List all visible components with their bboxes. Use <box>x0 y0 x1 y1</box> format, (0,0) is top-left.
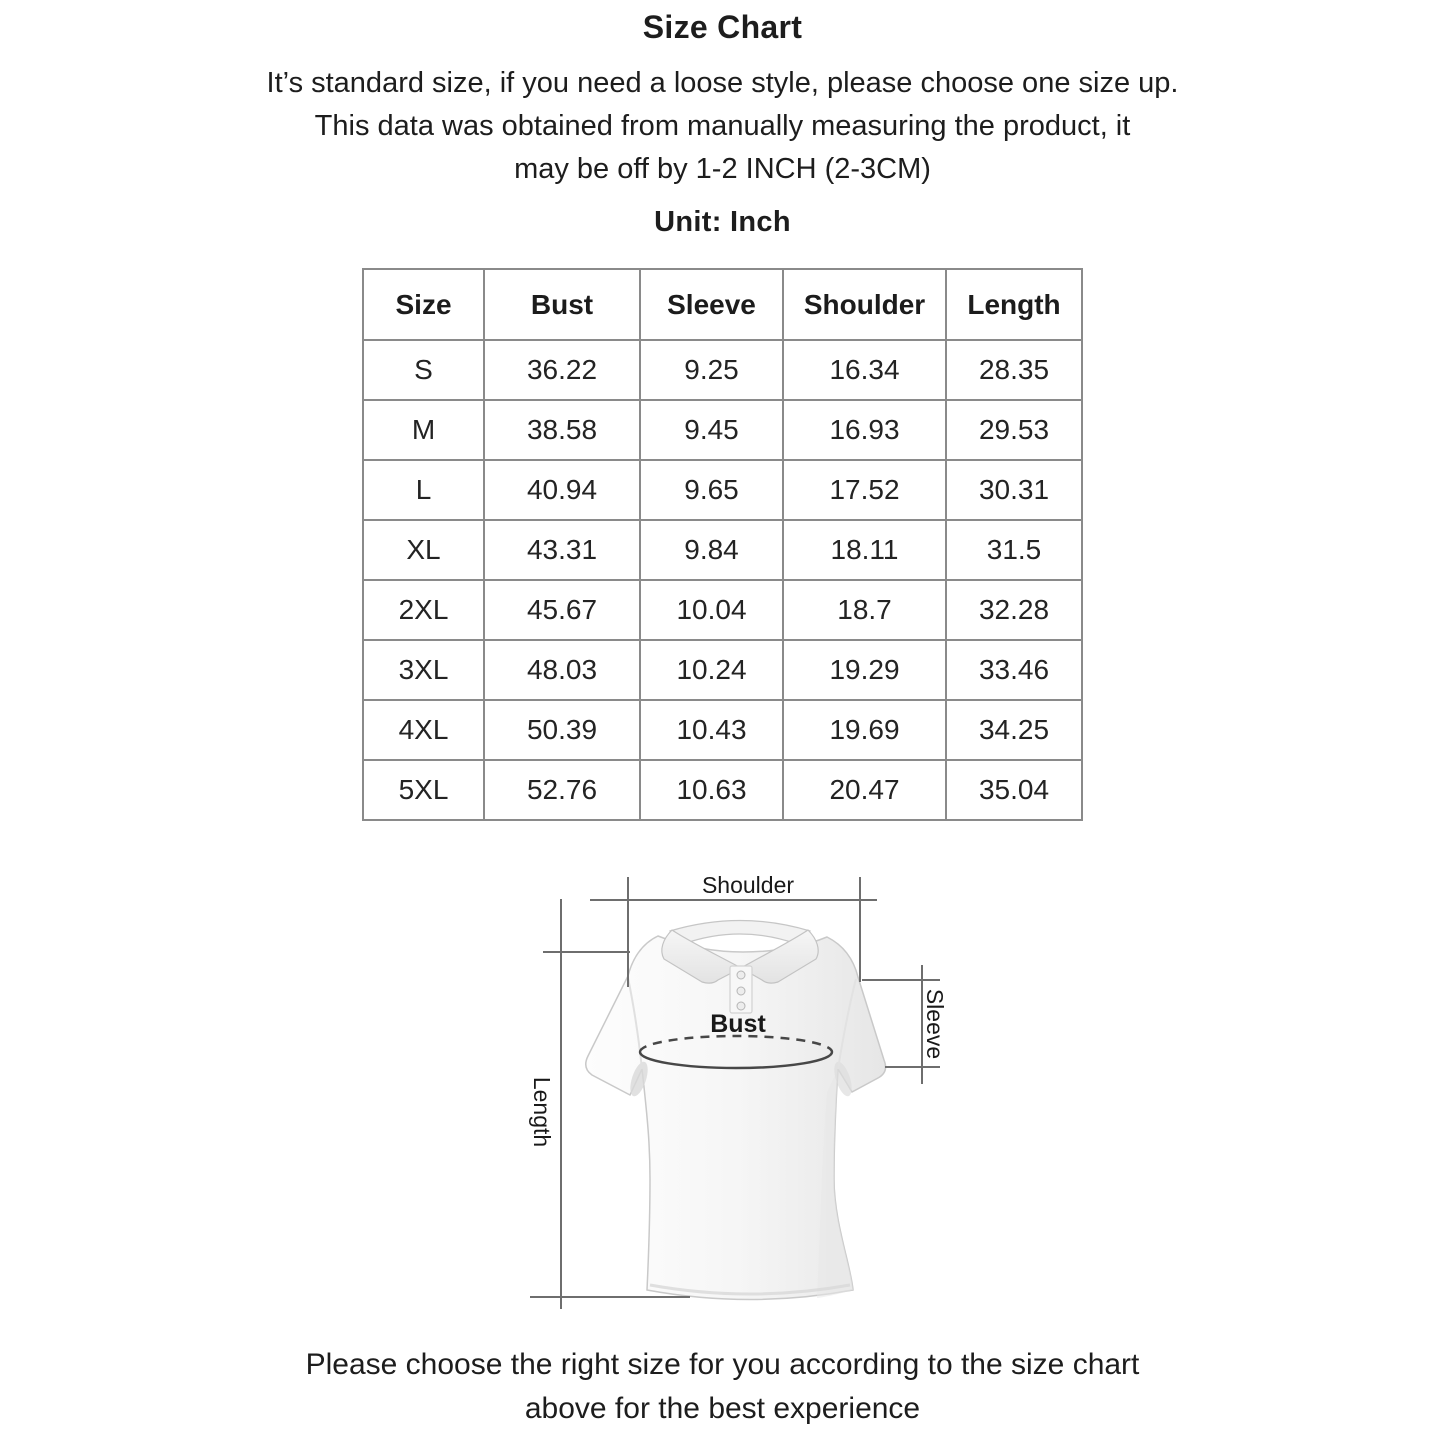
sleeve-cell: 10.43 <box>640 700 783 760</box>
size-cell: XL <box>363 520 484 580</box>
bust-cell: 48.03 <box>484 640 640 700</box>
table-row <box>363 400 1082 460</box>
intro-line: This data was obtained from manually measuring the product, it <box>314 110 1131 142</box>
intro-line: may be off by 1-2 INCH (2-3CM) <box>514 153 931 185</box>
size-cell: 4XL <box>363 700 484 760</box>
shoulder-cell: 18.7 <box>783 580 946 640</box>
size-cell: 5XL <box>363 760 484 820</box>
size-cell: L <box>363 460 484 520</box>
size-table-body <box>363 340 1082 820</box>
sleeve-cell: 10.24 <box>640 640 783 700</box>
sleeve-cell: 9.25 <box>640 340 783 400</box>
size-cell: M <box>363 400 484 460</box>
sleeve-cell: 9.65 <box>640 460 783 520</box>
length-cell: 33.46 <box>946 640 1082 700</box>
sleeve-label: Sleeve <box>922 988 948 1060</box>
footer-line: Please choose the right size for you according to the size chart <box>305 1348 1140 1381</box>
table-row <box>363 340 1082 400</box>
footer-note <box>0 1343 1445 1431</box>
bust-cell: 38.58 <box>484 400 640 460</box>
sleeve-cell: 9.84 <box>640 520 783 580</box>
bust-cell: 36.22 <box>484 340 640 400</box>
table-row <box>363 640 1082 700</box>
bust-cell: 52.76 <box>484 760 640 820</box>
intro-text <box>0 62 1445 191</box>
collar-band <box>670 921 810 945</box>
length-label: Length <box>529 1076 555 1148</box>
column-header-size: Size <box>363 269 484 340</box>
length-cell: 34.25 <box>946 700 1082 760</box>
header-row <box>363 269 1082 340</box>
size-table-header <box>363 269 1082 340</box>
size-chart-table <box>362 268 1083 821</box>
shoulder-cell: 20.47 <box>783 760 946 820</box>
shoulder-cell: 16.34 <box>783 340 946 400</box>
unit-label: Unit: Inch <box>654 206 791 238</box>
column-header-sleeve: Sleeve <box>640 269 783 340</box>
length-cell: 30.31 <box>946 460 1082 520</box>
length-cell: 31.5 <box>946 520 1082 580</box>
sleeve-cell: 9.45 <box>640 400 783 460</box>
footer-line: above for the best experience <box>524 1392 921 1425</box>
button <box>737 971 745 979</box>
table-row <box>363 760 1082 820</box>
sleeve-cell: 10.04 <box>640 580 783 640</box>
length-cell: 32.28 <box>946 580 1082 640</box>
shoulder-cell: 18.11 <box>783 520 946 580</box>
column-header-bust: Bust <box>484 269 640 340</box>
table-row <box>363 460 1082 520</box>
length-cell: 28.35 <box>946 340 1082 400</box>
table-row <box>363 700 1082 760</box>
button <box>737 1002 745 1010</box>
length-cell: 35.04 <box>946 760 1082 820</box>
bust-cell: 50.39 <box>484 700 640 760</box>
table-row <box>363 580 1082 640</box>
sleeve-cell: 10.63 <box>640 760 783 820</box>
page-title: Size Chart <box>642 9 803 45</box>
shoulder-cell: 16.93 <box>783 400 946 460</box>
shoulder-cell: 19.29 <box>783 640 946 700</box>
column-header-length: Length <box>946 269 1082 340</box>
shoulder-cell: 19.69 <box>783 700 946 760</box>
table-row <box>363 520 1082 580</box>
size-cell: 3XL <box>363 640 484 700</box>
button <box>737 987 745 995</box>
length-cell: 29.53 <box>946 400 1082 460</box>
shirt-measurement-diagram <box>520 872 970 1330</box>
column-header-shoulder: Shoulder <box>783 269 946 340</box>
bust-cell: 43.31 <box>484 520 640 580</box>
size-cell: 2XL <box>363 580 484 640</box>
polo-shirt-illustration <box>586 921 886 1300</box>
shoulder-label: Shoulder <box>701 872 795 898</box>
bust-cell: 45.67 <box>484 580 640 640</box>
bust-label: Bust <box>710 1010 766 1038</box>
bust-cell: 40.94 <box>484 460 640 520</box>
shoulder-cell: 17.52 <box>783 460 946 520</box>
intro-line: It’s standard size, if you need a loose style, please choose one size up. <box>266 67 1179 99</box>
size-cell: S <box>363 340 484 400</box>
